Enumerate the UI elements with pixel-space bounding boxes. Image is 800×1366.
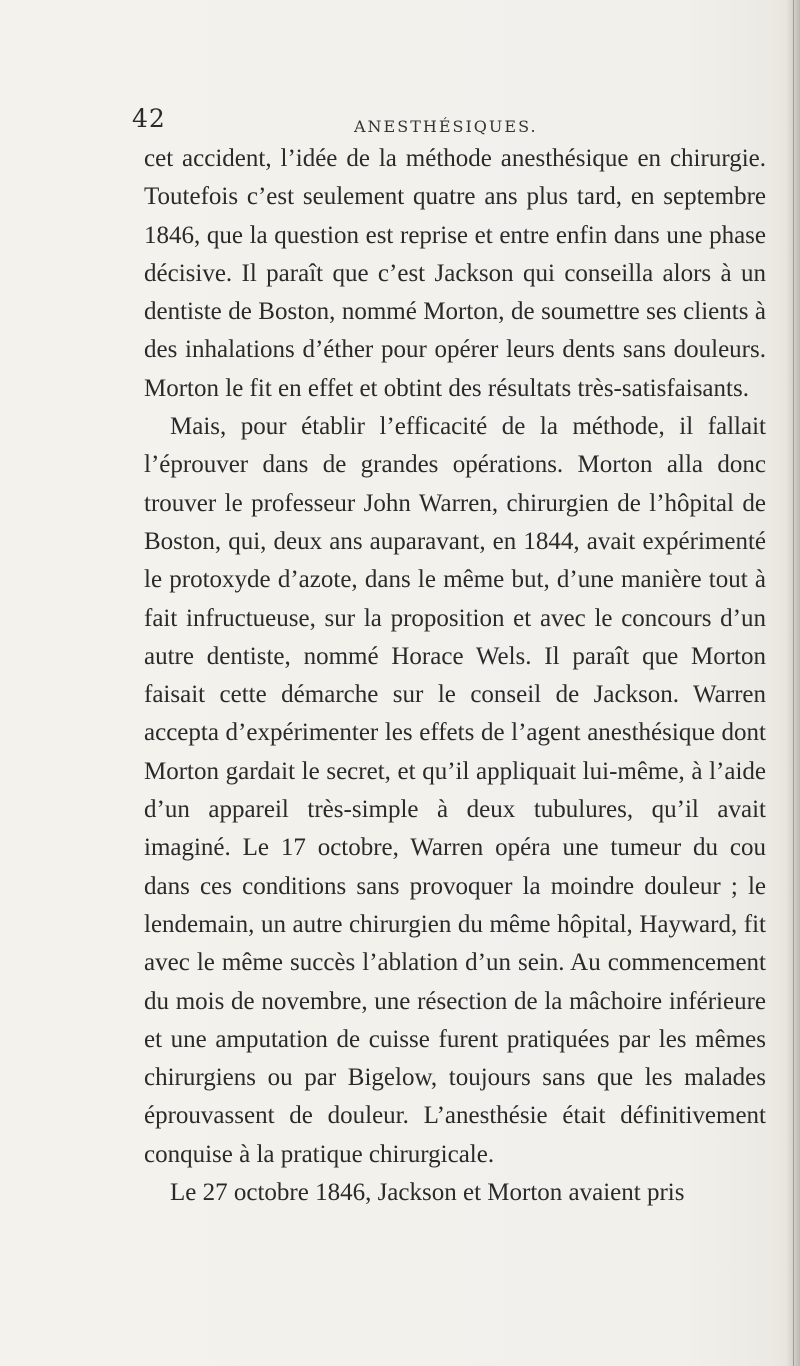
paragraph-2: Mais, pour établir l’efficacité de la méthode, il fallait l’éprouver dans de grandes opérations. Morton alla donc trouver le professeur John Warren, chirurgien de l’hôpital de Boston, qui, deux ans auparavant, en 1844, avait expérimenté le protoxyde d’azote, dans le même but, d’une manière tout à fait infructueuse, sur la proposition et avec le concours d’un autre dentiste, nommé Horace Wels. Il paraît que Morton faisait cette démarche sur le conseil de Jackson. Warren accepta d’expérimenter les effets de l’agent anesthésique dont Morton gardait le secret, et qu’il appliquait lui-même, à l’aide d’un appareil très-simple à deux tubulures, qu’il avait imaginé. Le 17 octobre, Warren opéra une tumeur du cou dans ces conditions sans provoquer la moindre douleur ; le lendemain, un autre chirurgien du même hôpital, Hayward, fit avec le même succès l’ablation d’un sein. Au commencement du mois de novembre, une résection de la mâchoire inférieure et une amputation de cuisse furent pratiquées par les mêmes chirurgiens ou par Bigelow, toujours sans que les malades éprouvassent de douleur. L’anesthésie était définitivement conquise à la pratique chirurgicale.: [144, 413, 766, 1168]
paragraph-3: Le 27 octobre 1846, Jackson et Morton avaient pris: [170, 1179, 685, 1207]
running-head: ANESTHÉSIQUES.: [354, 117, 538, 136]
body-text: [144, 140, 766, 1212]
page-header: [132, 104, 772, 144]
page-edge-line: [793, 0, 794, 1366]
page-number: 42: [132, 104, 166, 133]
paragraph-1: cet accident, l’idée de la méthode anesthésique en chirurgie. Toutefois c’est seulement quatre ans plus tard, en septembre 1846, que la question est reprise et entre enfin dans une phase décisive. Il paraît que c’est Jackson qui conseilla alors à un dentiste de Boston, nommé Morton, de soumettre ses clients à des inhalations d’éther pour opérer leurs dents sans douleurs. Morton le fit en effet et obtint des résultats très-satisfaisants.: [144, 145, 766, 402]
